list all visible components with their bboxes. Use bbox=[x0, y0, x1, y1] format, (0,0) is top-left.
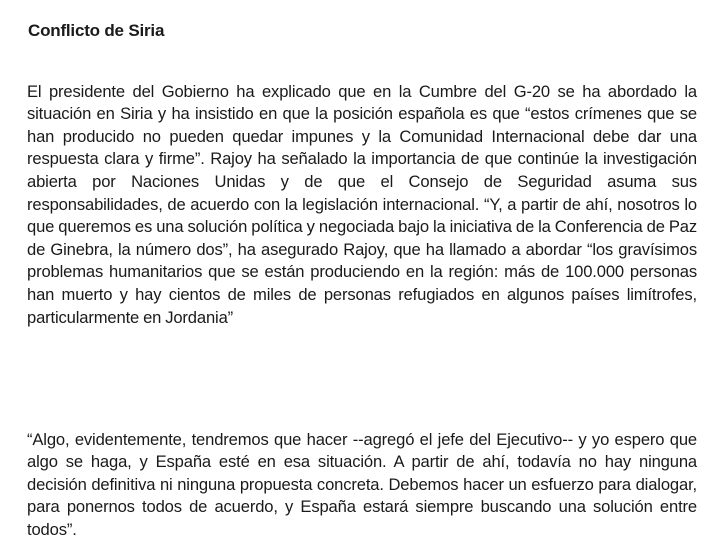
paragraph-1: El presidente del Gobierno ha explicado que en la Cumbre del G-20 se ha abordado la situación en Siria y ha insistido en que la posición española es que “estos crímenes que se han producido no pueden quedar impunes y la Comunidad Internacional debe dar una respuesta clara y firme”. Rajoy ha señalado la importancia de que continúe la investigación abierta por Naciones Unidas y de que el Consejo de Seguridad asuma sus responsabilidades, de acuerdo con la legislación internacional. “Y, a partir de ahí, nosotros lo que queremos es una solución política y negociada bajo la iniciativa de la Conferencia de Paz de Ginebra, la número dos”, ha asegurado Rajoy, que ha llamado a abordar “los gravísimos problemas humanitarios que se están produciendo en la región: más de 100.000 personas han muerto y hay cientos de miles de personas refugiados en algunos países limítrofes, particularmente en Jordania” bbox=[27, 81, 697, 327]
section-title: Conflicto de Siria bbox=[28, 21, 165, 40]
paragraph-2: “Algo, evidentemente, tendremos que hacer --agregó el jefe del Ejecutivo-- y yo espero que algo se haga, y España esté en esa situación. A partir de ahí, todavía no hay ninguna decisión definitiva ni ninguna propuesta concreta. Debemos hacer un esfuerzo para dialogar, para ponernos todos de acuerdo, y España estará siempre buscando una solución entre todos”. bbox=[27, 429, 697, 539]
